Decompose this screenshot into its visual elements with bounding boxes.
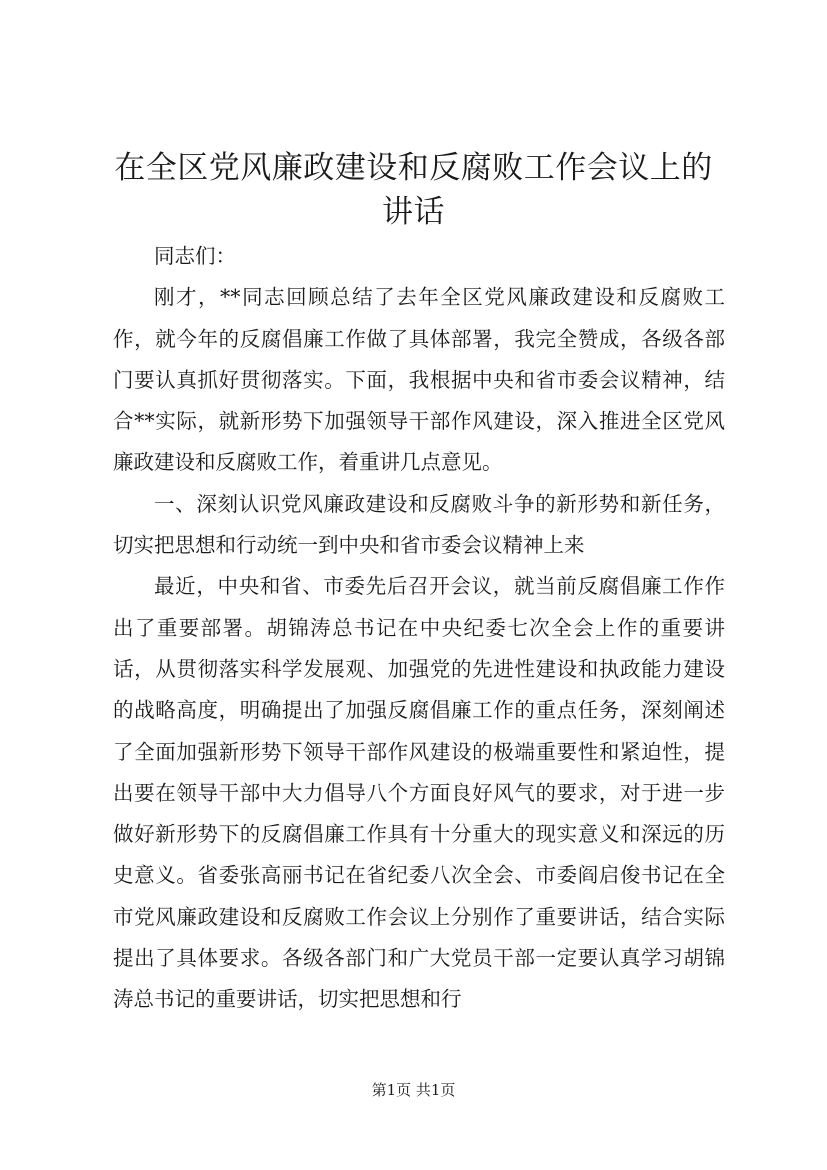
salutation: 同志们： (154, 244, 236, 268)
opening-paragraph: 刚才，**同志回顾总结了去年全区党风廉政建设和反腐败工作，就今年的反腐倡廉工作做了具体部署，我完全赞成，各级各部门要认真抓好贯彻落实。下面，我根据中央和省市委会议精神，结合**实际，就新形势下加强领导干部作风建设，深入推进全区党风廉政建设和反腐败工作，着重讲几点意见。 (113, 285, 725, 475)
section-heading-1: 一、深刻认识党风廉政建设和反腐败斗争的新形势和新任务，切实把思想和行动统一到中央和省市委会议精神上来 (113, 491, 725, 558)
body-paragraph: 最近，中央和省、市委先后召开会议，就当前反腐倡廉工作作出了重要部署。胡锦涛总书记在中央纪委七次全会上作的重要讲话，从贯彻落实科学发展观、加强党的先进性建设和执政能力建设的战略高度，明确提出了加强反腐倡廉工作的重点任务，深刻阐述了全面加强新形势下领导干部作风建设的极端重要性和紧迫性，提出要在领导干部中大力倡导八个方面良好风气的要求，对于进一步做好新形势下的反腐倡廉工作具有十分重大的现实意义和深远的历史意义。省委张高丽书记在省纪委八次全会、市委阎启俊书记在全市党风廉政建设和反腐败工作会议上分别作了重要讲话，结合实际提出了具体要求。各级各部门和广大党员干部一定要认真学习胡锦涛总书记的重要讲话，切实把思想和行 (113, 574, 725, 1012)
document-title: 在全区党风廉政建设和反腐败工作会议上的讲话 (114, 150, 713, 230)
document-body (113, 236, 725, 1021)
page-footer: 第1页 共1页 (371, 1081, 456, 1099)
